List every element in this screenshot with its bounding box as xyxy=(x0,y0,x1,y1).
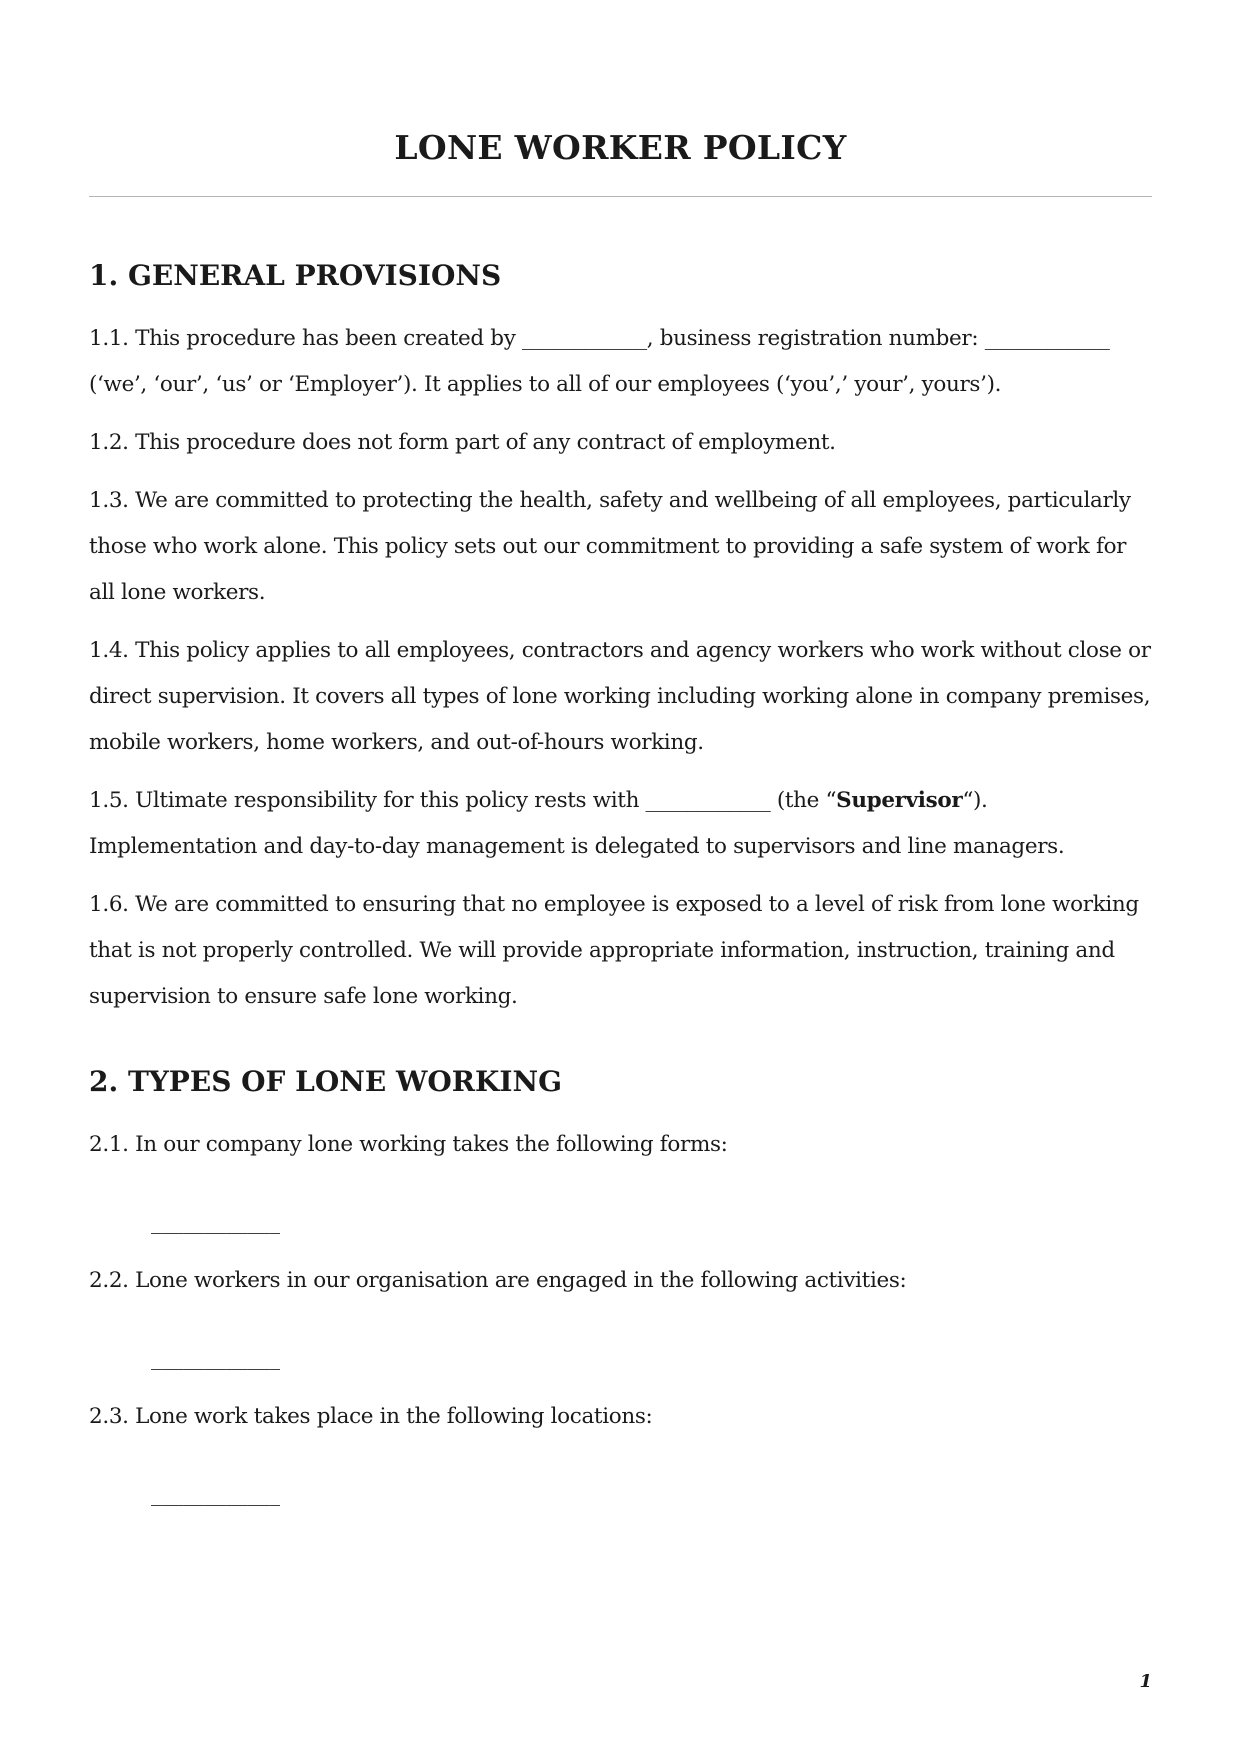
clause-1-4: 1.4. This policy applies to all employees, contractors and agency workers who work without close or direct supervision. It covers all types of lone working including working alone in company premises, mobile workers, home workers, and out-of-hours working. xyxy=(89,638,1151,755)
blank-field-activities: ____________ xyxy=(151,1346,280,1371)
clause-1-5-text-end: “). Implementation and day-to-day management is delegated to supervisors and line managers. xyxy=(89,788,1065,859)
clause-1-5 xyxy=(89,778,1152,870)
blank-field-locations: ____________ xyxy=(151,1482,280,1507)
clause-1-6: 1.6. We are committed to ensuring that no employee is exposed to a level of risk from lone working that is not properly controlled. We will provide appropriate information, instruction, training and supervision to ensure safe lone working. xyxy=(89,892,1139,1009)
title-divider xyxy=(89,196,1152,197)
document-title: LONE WORKER POLICY xyxy=(394,128,847,168)
clause-1-3: 1.3. We are committed to protecting the health, safety and wellbeing of all employees, particularly those who work alone. This policy sets out our commitment to providing a safe system of work for all lone workers. xyxy=(89,488,1131,605)
clause-2-3: 2.3. Lone work takes place in the following locations: xyxy=(89,1404,653,1429)
section-heading-general-provisions: 1. GENERAL PROVISIONS xyxy=(89,259,502,292)
page-number: 1 xyxy=(1139,1671,1152,1692)
clause-1-5-text-start: 1.5. Ultimate responsibility for this policy rests with ____________ (the “ xyxy=(89,788,837,813)
section-heading-types-of-lone-working: 2. TYPES OF LONE WORKING xyxy=(89,1065,562,1098)
document-body xyxy=(89,252,1152,1518)
clause-2-2: 2.2. Lone workers in our organisation are engaged in the following activities: xyxy=(89,1268,907,1293)
clause-1-1: 1.1. This procedure has been created by ____________, business registration number: ____________ (‘we’, ‘our’, ‘us’ or ‘Employer’). It applies to all of our employees (‘you’,’ your’, yours’). xyxy=(89,326,1110,397)
clause-2-1: 2.1. In our company lone working takes the following forms: xyxy=(89,1132,728,1157)
blank-field-forms: ____________ xyxy=(151,1210,280,1235)
clause-1-2: 1.2. This procedure does not form part of any contract of employment. xyxy=(89,430,836,455)
defined-term-supervisor: Supervisor xyxy=(836,788,963,813)
